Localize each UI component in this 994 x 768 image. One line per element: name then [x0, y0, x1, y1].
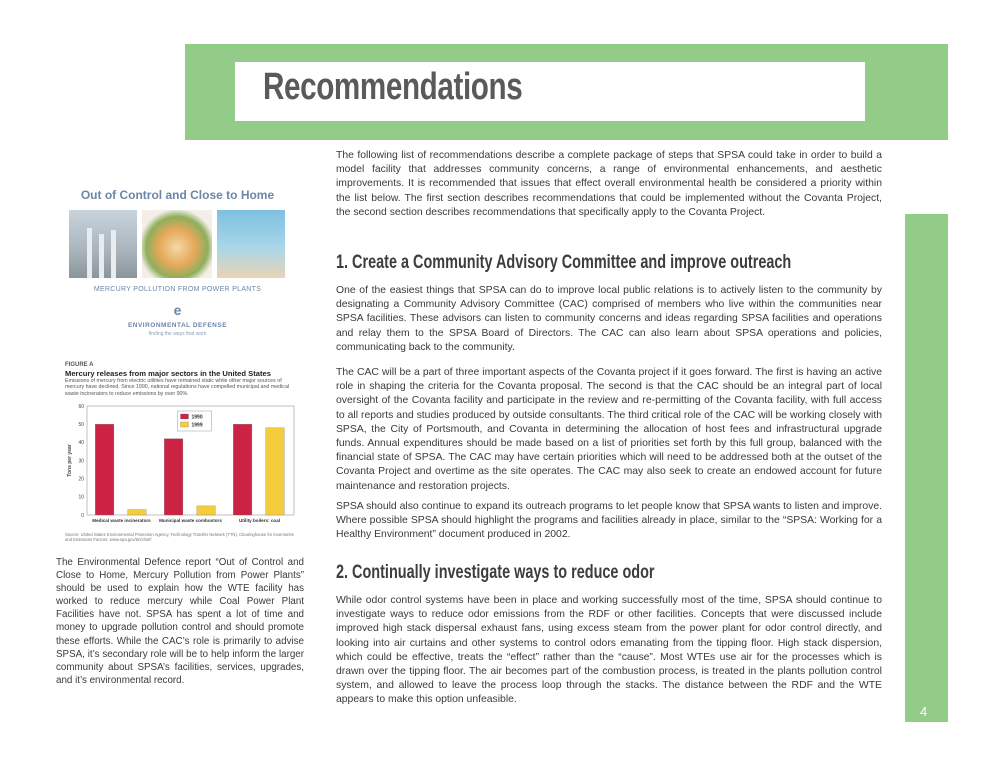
cover-subtitle: MERCURY POLLUTION FROM POWER PLANTS — [93, 286, 262, 293]
section2-paragraph-1: While odor control systems have been in place and working successfully most of the time, SPSA should continue to investigate ways to reduce odor emissions from the RDF or other facilities. Concepts that were discussed include improved high stack dispersal exhaust fans, using excess steam from the power plant for odor control directly, and looking into air curtains and other systems to control odors emanating from the tipping floor. High stack dispersion, which could be effective, treats the “effect” rather than the “cause”. Most WTEs use air for the processes which is drawn over the tipping floor. The air becomes part of the combustion process, is treated in the plants pollution control system, and allowed to leave the process loop through the stacks. The distance between the RDF and the WTE appears to make this option unfeasible. — [336, 595, 882, 706]
smokestack-photo — [69, 210, 137, 278]
page-title: Recommendations — [263, 66, 523, 108]
bar-1999 — [197, 506, 216, 515]
mercury-bar-chart — [65, 402, 297, 530]
y-axis-label: Tons per year — [67, 444, 73, 477]
intro-paragraph: The following list of recommendations describe a complete package of steps that SPSA could take in order to build a model facility that addresses community concerns, a range of environmental enhancements, and aesthetic improvements. It is recommended that issues that effect overall environmental health be considered a priority within the list below. The first section describes recommendations that could be implemented without the Covanta Project, the second section describes recommendations that specifically apply to the Covanta Project. — [336, 150, 882, 218]
bar-1990 — [164, 439, 183, 515]
bar-1999 — [128, 510, 147, 515]
section1-paragraph-3: SPSA should also continue to expand its outreach programs to let people know that SPSA wants to listen and improve. Where possible SPSA should highlight the programs and facilities already in place, similar to the “SPSA: Working for a Healthy Environment” document produced in 2002. — [336, 501, 882, 541]
x-tick-label: Utility boilers: coal — [238, 518, 281, 523]
mercury-figure — [65, 362, 297, 542]
cover-org-name: ENVIRONMENTAL DEFENSE — [127, 322, 228, 329]
report-caption: The Environmental Defence report “Out of Control and Close to Home, Mercury Pollution from Power Plants” should be used to explain how the WTE facility has worked to reduce mercury while Coal Power Plant Facilities have not. SPSA has spent a lot of time and money to upgrade pollution control and should promote these efforts. While the CAC’s role is primarily to advise SPSA, it’s secondary role will be to help inform the larger community about SPSA’s facilities, services, upgrades, and it’s environmental record. — [56, 557, 304, 686]
section1-paragraph-2: The CAC will be a part of three important aspects of the Covanta project if it goes forward. The first is having an active role in shaping the criteria for the Covanta proposal. The second is that the CAC should be an integral part of local oversight of the Covanta facility and participate in the review and re-permitting of the Covanta facility, with full access to all reports and studies produced by outside consultants. The third critical role of the CAC will be working closely with SPSA, the City of Portsmouth, and Covanta in determining the allocation of host fees and infrastructural upgrade funds. Annual expenditures should be made based on a list of priorities set forth by this full group, balanced with the financial state of SPSA. The CAC may have certain priorities which will need to be addressed both at the outset of the Covanta Project and overtime as the site operates. The CAC may also seek to create an endowed account for future maintenance and restoration projects. — [336, 367, 882, 492]
section1-heading: 1. Create a Community Advisory Committee and improve outreach — [336, 252, 792, 273]
bar-1999 — [266, 428, 285, 515]
figure-description: Emissions of mercury from electric utilities have remained static while other major sources of mercury have declined. Since 1990, national regulations have compelled municipal and medical waste incinerators to reduce emissions by over 90%. — [65, 378, 290, 397]
report-cover-image — [65, 184, 290, 350]
cover-tagline: finding the ways that work — [148, 331, 207, 337]
legend-swatch-1990 — [181, 414, 189, 419]
y-tick-label: 60 — [78, 403, 84, 410]
x-tick-label: Medical waste incinerators — [92, 518, 151, 523]
legend-label: 1990 — [191, 414, 203, 421]
legend-label: 1999 — [191, 422, 203, 429]
legend-swatch-1999 — [181, 422, 189, 427]
section1-paragraph-1: One of the easiest things that SPSA can do to improve local public relations is to actively listen to the community by designating a Community Advisory Committee (CAC) comprised of members who live within the communities near SPSA facilities. These advisors can listen to community concerns and ideas regarding SPSA facilities and operations and relay them to the SPSA Board of Directors. The CAC can also learn about SPSA operations and policies, communicating back to the community. — [336, 285, 882, 353]
figure-source: Source: United States Environmental Protection Agency, Technology Transfer Network (TTN), Clearinghouse for Inventories and Emissions Factors. www.epa.gov/ttn/chief/ — [65, 532, 294, 542]
y-tick-label: 30 — [78, 458, 84, 465]
y-tick-label: 40 — [78, 440, 84, 447]
y-tick-label: 20 — [78, 476, 84, 483]
environmental-defense-logo: e — [173, 302, 182, 318]
y-tick-label: 0 — [81, 512, 84, 519]
beach-family-photo — [217, 210, 285, 278]
side-accent-bar — [905, 214, 948, 722]
page-number: 4 — [920, 704, 928, 719]
figure-title: Mercury releases from major sectors in the United States — [65, 369, 271, 378]
y-tick-label: 10 — [78, 494, 84, 501]
bar-1990 — [233, 424, 252, 515]
figure-label: FIGURE A — [65, 362, 94, 368]
cover-title: Out of Control and Close to Home — [80, 188, 275, 202]
y-tick-label: 50 — [78, 421, 84, 428]
section2-heading: 2. Continually investigate ways to reduce odor — [336, 562, 655, 583]
bar-1990 — [95, 424, 114, 515]
x-tick-label: Municipal waste combustors — [159, 518, 222, 523]
title-box — [235, 62, 865, 121]
food-plate-photo — [142, 210, 212, 278]
